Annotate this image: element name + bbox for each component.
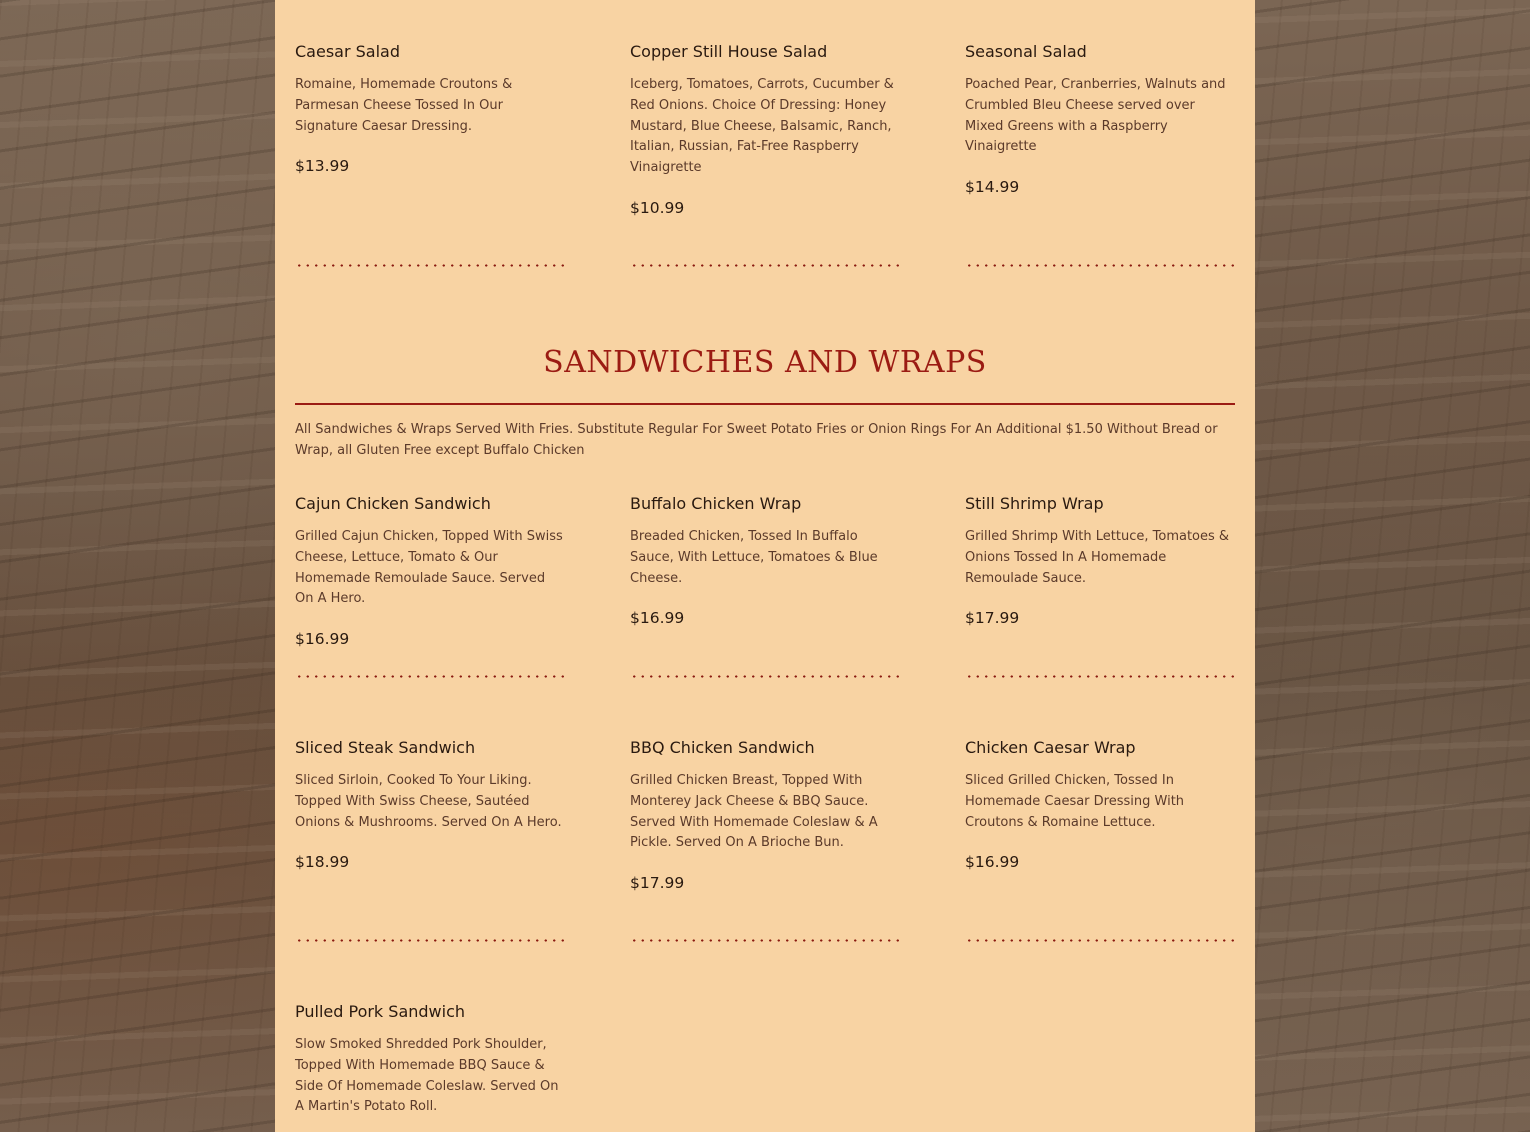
menu-item-bbq-chicken-sandwich	[630, 738, 900, 893]
menu-item-still-shrimp-wrap	[965, 494, 1235, 628]
item-name: Pulled Pork Sandwich	[295, 1002, 466, 1021]
item-name: Sliced Steak Sandwich	[295, 738, 476, 757]
item-price: $10.99	[630, 198, 685, 217]
item-description: Poached Pear, Cranberries, Walnuts and Crumbled Bleu Cheese served over Mixed Greens with a Raspberry Vinaigrette	[965, 77, 1226, 155]
item-price: $17.99	[630, 874, 685, 893]
menu-item-pulled-pork-sandwich	[295, 1002, 565, 1118]
menu-item-seasonal-salad	[965, 42, 1235, 197]
item-name: Buffalo Chicken Wrap	[630, 494, 802, 513]
item-name: Cajun Chicken Sandwich	[295, 494, 491, 513]
dotted-divider	[965, 264, 1235, 267]
dotted-divider	[630, 939, 900, 942]
item-description: Grilled Shrimp With Lettuce, Tomatoes & Onions Tossed In A Homemade Remoulade Sauce.	[965, 529, 1230, 586]
item-name: Caesar Salad	[295, 42, 400, 61]
item-name: BBQ Chicken Sandwich	[630, 738, 815, 757]
item-price: $14.99	[965, 178, 1020, 197]
dotted-divider	[965, 939, 1235, 942]
item-price: $17.99	[965, 609, 1020, 628]
section-divider	[295, 403, 1235, 405]
section-note: All Sandwiches & Wraps Served With Fries. Substitute Regular For Sweet Potato Fries or Onion Rings For An Additional $1.50 Without Bread or Wrap, all Gluten Free except Buffalo Chicken	[295, 422, 1218, 458]
item-name: Copper Still House Salad	[630, 42, 828, 61]
dotted-divider	[965, 675, 1235, 678]
dotted-divider	[630, 675, 900, 678]
menu-item-cajun-chicken-sandwich	[295, 494, 565, 649]
item-description: Sliced Sirloin, Cooked To Your Liking. Topped With Swiss Cheese, Sautéed Onions & Mushrooms. Served On A Hero.	[295, 773, 562, 830]
item-description: Iceberg, Tomatoes, Carrots, Cucumber & Red Onions. Choice Of Dressing: Honey Mustard, Blue Cheese, Balsamic, Ranch, Italian, Russian, Fat-Free Raspberry Vinaigrette	[630, 77, 894, 176]
item-description: Grilled Chicken Breast, Topped With Monterey Jack Cheese & BBQ Sauce. Served With Homemade Coleslaw & A Pickle. Served On A Brioche Bun.	[630, 773, 878, 851]
item-price: $16.99	[630, 609, 685, 628]
item-description: Breaded Chicken, Tossed In Buffalo Sauce, With Lettuce, Tomatoes & Blue Cheese.	[630, 529, 878, 586]
menu-item-caesar-salad	[295, 42, 565, 176]
item-price: $16.99	[295, 630, 350, 649]
item-name: Still Shrimp Wrap	[965, 494, 1104, 513]
item-description: Slow Smoked Shredded Pork Shoulder, Topped With Homemade BBQ Sauce & Side Of Homemade Coleslaw. Served On A Martin's Potato Roll.	[295, 1037, 559, 1115]
menu-item-chicken-caesar-wrap	[965, 738, 1235, 872]
menu-item-house-salad	[630, 42, 900, 218]
item-description: Grilled Cajun Chicken, Topped With Swiss Cheese, Lettuce, Tomato & Our Homemade Remoulade Sauce. Served On A Hero.	[295, 529, 563, 607]
item-price: $18.99	[295, 853, 350, 872]
dotted-divider	[295, 264, 565, 267]
section-title: SANDWICHES AND WRAPS	[543, 345, 987, 380]
dotted-divider	[295, 939, 565, 942]
item-name: Seasonal Salad	[965, 42, 1087, 61]
item-price: $16.99	[965, 853, 1020, 872]
dotted-divider	[630, 264, 900, 267]
item-price: $13.99	[295, 157, 350, 176]
menu-item-buffalo-chicken-wrap	[630, 494, 900, 628]
item-description: Romaine, Homemade Croutons & Parmesan Cheese Tossed In Our Signature Caesar Dressing.	[295, 77, 513, 134]
menu-item-sliced-steak-sandwich	[295, 738, 565, 872]
item-name: Chicken Caesar Wrap	[965, 738, 1136, 757]
dotted-divider	[295, 675, 565, 678]
item-description: Sliced Grilled Chicken, Tossed In Homemade Caesar Dressing With Croutons & Romaine Lettuce.	[965, 773, 1185, 830]
